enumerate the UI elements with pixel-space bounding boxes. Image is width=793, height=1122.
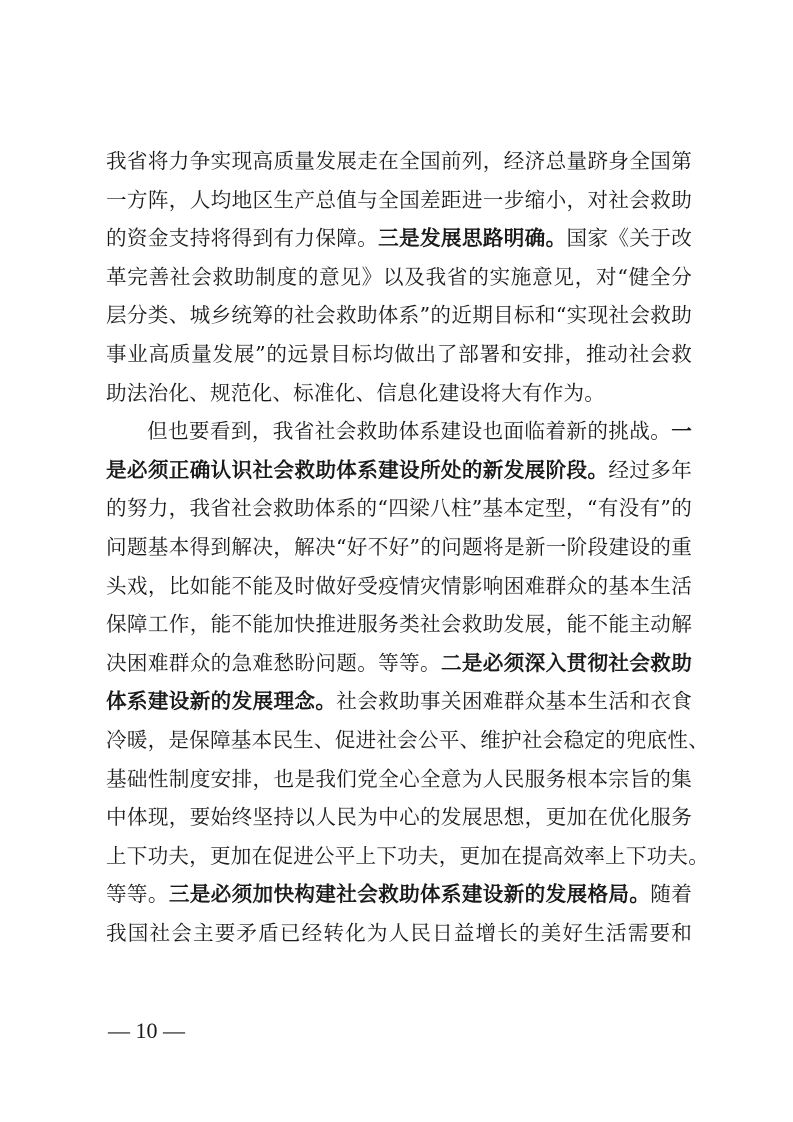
- text-line: [106, 296, 692, 335]
- bold-heading-run: 二是必须深入贯彻社会救助: [440, 650, 692, 675]
- page-number: — 10 —: [108, 1018, 185, 1043]
- text-run: 革完善社会救助制度的意见》以及我省的实施意见，对“健全分: [106, 264, 692, 289]
- text-line: [106, 335, 692, 374]
- bold-heading-run: 是必须正确认识社会救助体系建设所处的新发展阶段。: [106, 457, 609, 482]
- text-run: 助法治化、规范化、标准化、信息化建设将大有作为。: [106, 380, 606, 405]
- bold-heading-run: 体系建设新的发展理念。: [106, 689, 337, 714]
- text-line: [106, 219, 692, 258]
- text-line: [106, 682, 692, 721]
- text-run: 经过多年: [608, 457, 692, 482]
- text-run: 等等。: [106, 882, 169, 907]
- text-line: [106, 837, 710, 876]
- text-line: [106, 721, 710, 760]
- text-run: 基础性制度安排，也是我们党全心全意为人民服务根本宗旨的集: [106, 766, 692, 791]
- text-run: 事业高质量发展”的远景目标均做出了部署和安排，推动社会救: [106, 341, 692, 366]
- text-line: [106, 181, 692, 220]
- text-run: 一方阵，人均地区生产总值与全国差距进一步缩小，对社会救助: [106, 187, 692, 212]
- text-run: 决困难群众的急难愁盼问题。等等。: [106, 650, 441, 675]
- text-run: 但也要看到，我省社会救助体系建设也面临着新的挑战。: [147, 419, 672, 444]
- text-line: [106, 567, 692, 606]
- text-line: [106, 489, 692, 528]
- text-line: [106, 258, 692, 297]
- text-run: 保障工作，能不能加快推进服务类社会救助发展，能不能主动解: [106, 612, 692, 637]
- text-line: [106, 451, 692, 490]
- bold-heading-run: 一: [671, 419, 692, 444]
- text-run: 冷暖，是保障基本民生、促进社会公平、维护社会稳定的兜底性、: [106, 727, 710, 752]
- text-run: 中体现，要始终坚持以人民为中心的发展思想，更加在优化服务: [106, 805, 692, 830]
- text-run: 问题基本得到解决，解决“好不好”的问题将是新一阶段建设的重: [106, 534, 692, 559]
- text-line: [106, 412, 692, 451]
- text-line: [106, 798, 692, 837]
- text-run: 的资金支持将得到有力保障。: [106, 226, 379, 251]
- body-text: [106, 142, 710, 952]
- text-run: 的努力，我省社会救助体系的“四梁八柱”基本定型，“有没有”的: [106, 496, 692, 521]
- text-line: [106, 914, 692, 953]
- text-line: [106, 528, 692, 567]
- text-run: 我省将力争实现高质量发展走在全国前列，经济总量跻身全国第: [106, 149, 692, 173]
- text-line: [106, 644, 692, 683]
- text-run: 我国社会主要矛盾已经转化为人民日益增长的美好生活需要和: [106, 920, 692, 945]
- bold-heading-run: 三是必须加快构建社会救助体系建设新的发展格局。: [168, 882, 651, 907]
- text-run: 上下功夫，更加在促进公平上下功夫，更加在提高效率上下功夫。: [106, 843, 710, 868]
- text-line: [106, 875, 692, 914]
- text-line: [106, 374, 692, 413]
- text-run: 头戏，比如能不能及时做好受疫情灾情影响困难群众的基本生活: [106, 573, 692, 598]
- bold-heading-run: 三是发展思路明确。: [378, 226, 567, 251]
- text-run: 随着: [650, 882, 692, 907]
- text-line: [106, 605, 692, 644]
- text-run: 社会救助事关困难群众基本生活和衣食: [336, 689, 692, 714]
- text-line: [106, 760, 692, 799]
- text-run: 层分类、城乡统筹的社会救助体系”的近期目标和“实现社会救助: [106, 303, 692, 328]
- text-run: 国家《关于改: [566, 226, 692, 251]
- text-line: [106, 142, 692, 181]
